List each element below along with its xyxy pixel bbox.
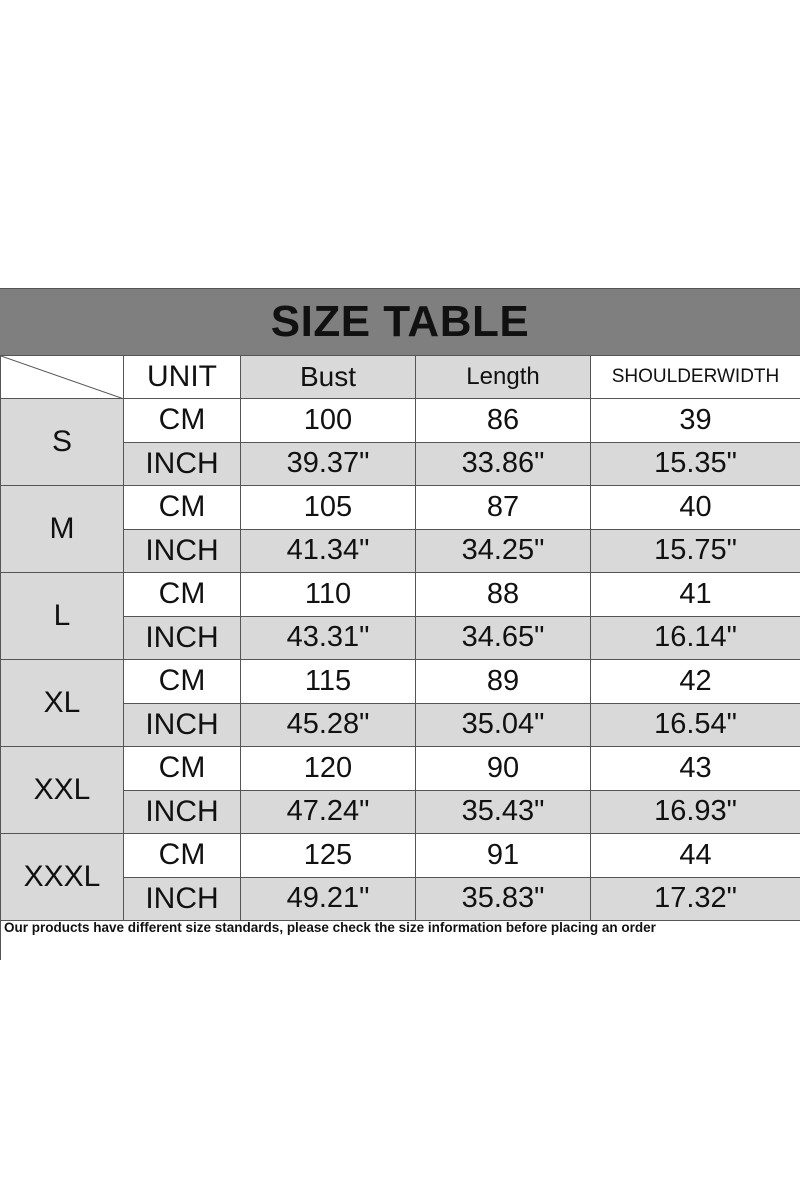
inch-length-cell: 34.65" (416, 616, 591, 660)
header-shoulder-width: SHOULDERWIDTH (591, 356, 800, 399)
size-label: XXL (1, 747, 124, 834)
diagonal-divider (1, 356, 124, 399)
inch-shoulder-cell: 16.14" (591, 616, 800, 660)
inch-bust-cell: 49.21" (241, 877, 416, 921)
left-border-line (0, 918, 1, 960)
cm-shoulder-cell: 40 (591, 486, 800, 530)
inch-bust-cell: 41.34" (241, 529, 416, 573)
table-row (1, 573, 800, 617)
inch-unit-cell: INCH (124, 877, 241, 921)
cm-length-cell: 89 (416, 660, 591, 704)
corner-cell (1, 356, 124, 399)
inch-length-cell: 34.25" (416, 529, 591, 573)
inch-bust-cell: 47.24" (241, 790, 416, 834)
size-label: L (1, 573, 124, 660)
cm-shoulder-cell: 41 (591, 573, 800, 617)
size-table-title: SIZE TABLE (270, 297, 530, 346)
inch-bust-cell: 43.31" (241, 616, 416, 660)
cm-unit-cell: CM (124, 834, 241, 878)
inch-unit-cell: INCH (124, 442, 241, 486)
header-length: Length (416, 356, 591, 399)
cm-length-cell: 88 (416, 573, 591, 617)
inch-bust-cell: 45.28" (241, 703, 416, 747)
cm-length-cell: 87 (416, 486, 591, 530)
table-row (1, 399, 800, 443)
table-row (1, 660, 800, 704)
size-label: XXXL (1, 834, 124, 921)
inch-length-cell: 33.86" (416, 442, 591, 486)
inch-shoulder-cell: 15.35" (591, 442, 800, 486)
header-unit: UNIT (124, 356, 241, 399)
inch-bust-cell: 39.37" (241, 442, 416, 486)
size-table-title-bar (0, 288, 800, 355)
cm-bust-cell: 105 (241, 486, 416, 530)
inch-length-cell: 35.04" (416, 703, 591, 747)
cm-unit-cell: CM (124, 399, 241, 443)
inch-unit-cell: INCH (124, 790, 241, 834)
table-row (1, 486, 800, 530)
cm-length-cell: 86 (416, 399, 591, 443)
inch-length-cell: 35.43" (416, 790, 591, 834)
cm-bust-cell: 125 (241, 834, 416, 878)
size-label: M (1, 486, 124, 573)
table-row (1, 747, 800, 791)
cm-unit-cell: CM (124, 486, 241, 530)
inch-shoulder-cell: 17.32" (591, 877, 800, 921)
cm-shoulder-cell: 44 (591, 834, 800, 878)
cm-length-cell: 91 (416, 834, 591, 878)
cm-length-cell: 90 (416, 747, 591, 791)
inch-unit-cell: INCH (124, 529, 241, 573)
cm-unit-cell: CM (124, 573, 241, 617)
table-row (1, 834, 800, 878)
cm-bust-cell: 100 (241, 399, 416, 443)
cm-unit-cell: CM (124, 660, 241, 704)
cm-shoulder-cell: 39 (591, 399, 800, 443)
header-row (1, 356, 800, 399)
size-label: S (1, 399, 124, 486)
cm-bust-cell: 120 (241, 747, 416, 791)
cm-bust-cell: 115 (241, 660, 416, 704)
inch-unit-cell: INCH (124, 703, 241, 747)
table-body (1, 399, 800, 921)
inch-shoulder-cell: 16.93" (591, 790, 800, 834)
cm-unit-cell: CM (124, 747, 241, 791)
cm-shoulder-cell: 42 (591, 660, 800, 704)
inch-shoulder-cell: 15.75" (591, 529, 800, 573)
cm-bust-cell: 110 (241, 573, 416, 617)
size-label: XL (1, 660, 124, 747)
inch-length-cell: 35.83" (416, 877, 591, 921)
inch-shoulder-cell: 16.54" (591, 703, 800, 747)
inch-unit-cell: INCH (124, 616, 241, 660)
size-note: Our products have different size standards, please check the size information before placing an order (4, 920, 656, 935)
cm-shoulder-cell: 43 (591, 747, 800, 791)
size-table (0, 355, 800, 921)
header-bust: Bust (241, 356, 416, 399)
